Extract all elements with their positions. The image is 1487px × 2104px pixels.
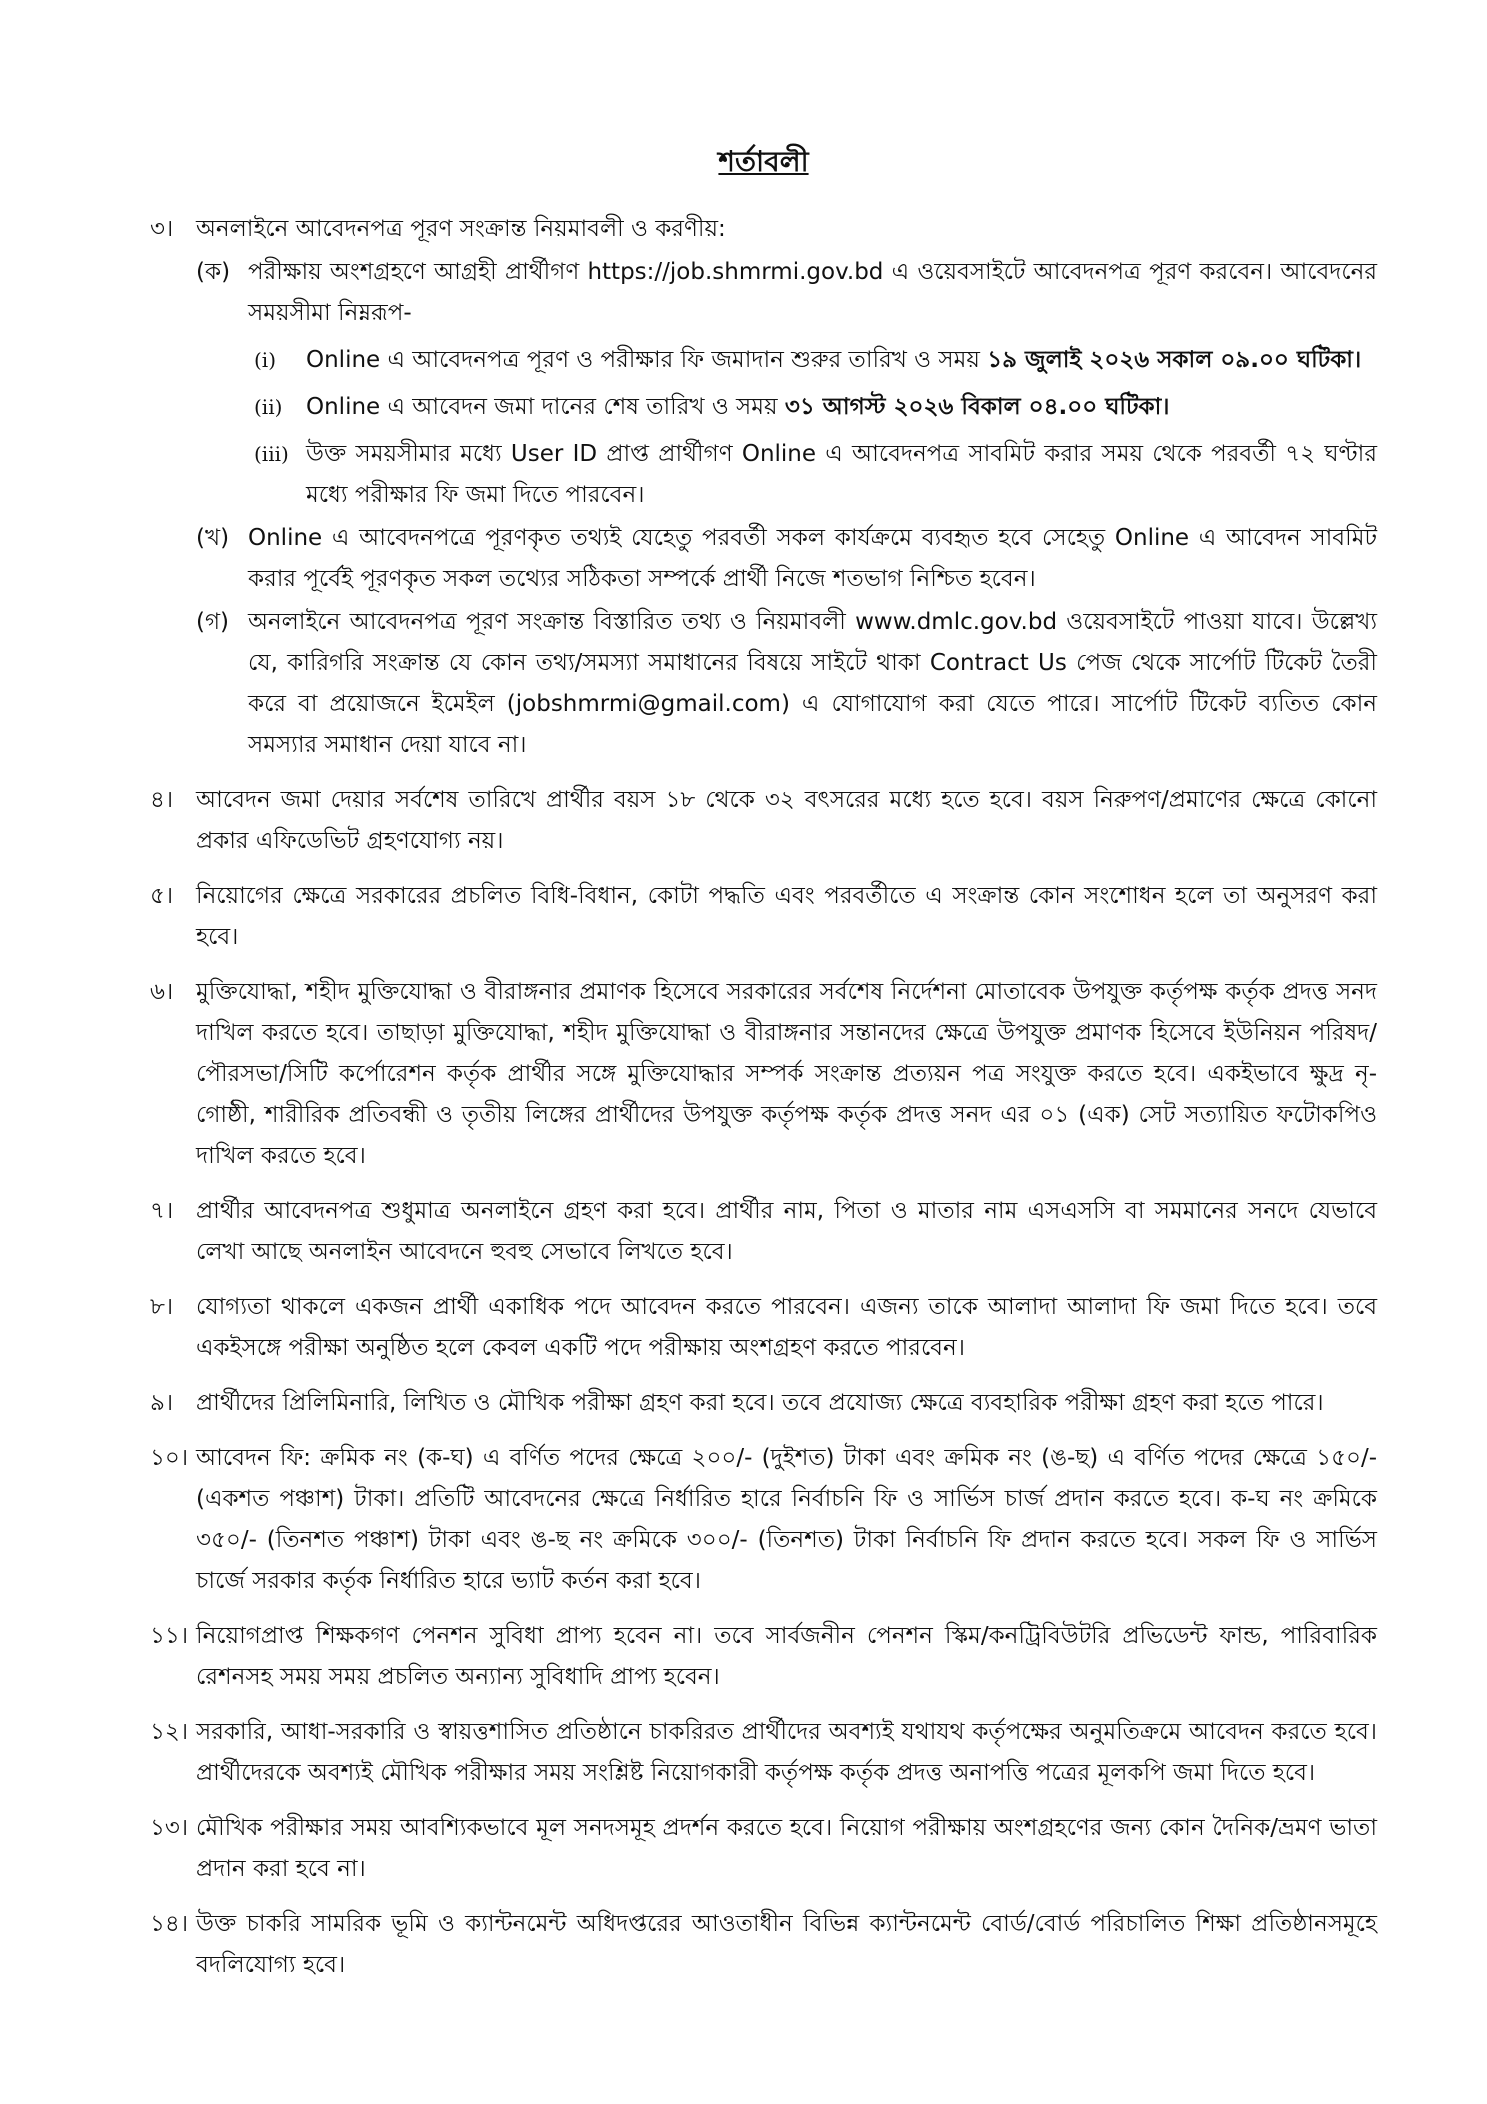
condition-number: ১২। bbox=[150, 1719, 189, 1745]
roman-item bbox=[254, 434, 1377, 516]
condition-item bbox=[150, 972, 1377, 1177]
roman-text: উক্ত সময়সীমার মধ্যে User ID প্রাপ্ত প্রার্থীগণ Online এ আবেদনপত্র সাবমিট করার সময় থেকে পরবর্তী ৭২ ঘণ্টার মধ্যে পরীক্ষার ফি জমা দিতে পারবেন। bbox=[306, 441, 1377, 508]
condition-number: ১১। bbox=[150, 1623, 189, 1649]
condition-item bbox=[150, 1808, 1377, 1890]
roman-item bbox=[254, 387, 1377, 428]
condition-text: প্রার্থীদের প্রিলিমিনারি, লিখিত ও মৌখিক পরীক্ষা গ্রহণ করা হবে। তবে প্রযোজ্য ক্ষেত্রে ব্যবহারিক পরীক্ষা গ্রহণ করা হতে পারে। bbox=[196, 1390, 1324, 1416]
sub-item-label: (গ) bbox=[196, 609, 230, 635]
condition-text: আবেদন ফি: ক্রমিক নং (ক-ঘ) এ বর্ণিত পদের ক্ষেত্রে ২০০/- (দুইশত) টাকা এবং ক্রমিক নং (ঙ-ছ) এ বর্ণিত পদের ক্ষেত্রে ১৫০/- (একশত পঞ্চাশ) টাকা। প্রতিটি আবেদনের ক্ষেত্রে নির্ধারিত হারে নির্বাচনি ফি ও সার্ভিস চার্জ প্রদান করতে হবে। ক-ঘ নং ক্রমিকে ৩৫০/- (তিনশত পঞ্চাশ) টাকা এবং ঙ-ছ নং ক্রমিকে ৩০০/- (তিনশত) টাকা নির্বাচনি ফি প্রদান করতে হবে। সকল ফি ও সার্ভিস চার্জে সরকার কর্তৃক নির্ধারিত হারে ভ্যাট কর্তন করা হবে। bbox=[196, 1445, 1377, 1594]
roman-label: (iii) bbox=[254, 442, 289, 466]
roman-label: (ii) bbox=[254, 395, 283, 419]
condition-item bbox=[150, 1904, 1377, 1986]
condition-number: ৪। bbox=[150, 787, 174, 813]
condition-number: ৭। bbox=[150, 1198, 174, 1224]
condition-text: নিয়োগপ্রাপ্ত শিক্ষকগণ পেনশন সুবিধা প্রাপ্য হবেন না। তবে সার্বজনীন পেনশন স্কিম/কনট্রিবিউটরি প্রভিডেন্ট ফান্ড, পারিবারিক রেশনসহ সময় সময় প্রচলিত অন্যান্য সুবিধাদি প্রাপ্য হবেন। bbox=[196, 1623, 1377, 1690]
condition-text: মুক্তিযোদ্ধা, শহীদ মুক্তিযোদ্ধা ও বীরাঙ্গনার প্রমাণক হিসেবে সরকারের সর্বশেষ নির্দেশনা মোতাবেক উপযুক্ত কর্তৃপক্ষ কর্তৃক প্রদত্ত সনদ দাখিল করতে হবে। তাছাড়া মুক্তিযোদ্ধা, শহীদ মুক্তিযোদ্ধা ও বীরাঙ্গনার সন্তানদের ক্ষেত্রে উপযুক্ত প্রমাণক হিসেবে ইউনিয়ন পরিষদ/পৌরসভা/সিটি কর্পোরেশন কর্তৃক প্রার্থীর সঙ্গে মুক্তিযোদ্ধার সম্পর্ক সংক্রান্ত প্রত্যয়ন পত্র সংযুক্ত করতে হবে। একইভাবে ক্ষুদ্র নৃ-গোষ্ঠী, শারীরিক প্রতিবন্ধী ও তৃতীয় লিঙ্গের প্রার্থীদের উপযুক্ত কর্তৃপক্ষ কর্তৃক প্রদত্ত সনদ এর ০১ (এক) সেট সত্যায়িত ফটোকপিও দাখিল করতে হবে। bbox=[196, 979, 1377, 1169]
condition-number: ৩। bbox=[150, 216, 174, 242]
condition-text: মৌখিক পরীক্ষার সময় আবশ্যিকভাবে মূল সনদসমূহ প্রদর্শন করতে হবে। নিয়োগ পরীক্ষায় অংশগ্রহণের জন্য কোন দৈনিক/ভ্রমণ ভাতা প্রদান করা হবে না। bbox=[196, 1815, 1377, 1882]
condition-number: ১৪। bbox=[150, 1911, 189, 1937]
sub-item-text: Online এ আবেদনপত্রে পূরণকৃত তথ্যই যেহেতু পরবর্তী সকল কার্যক্রমে ব্যবহৃত হবে সেহেতু Online এ আবেদন সাবমিট করার পূর্বেই পূরণকৃত সকল তথ্যের সঠিকতা সম্পর্কে প্রার্থী নিজে শতভাগ নিশ্চিত হবেন। bbox=[248, 525, 1377, 592]
condition-item bbox=[150, 1438, 1377, 1602]
condition-text: উক্ত চাকরি সামরিক ভূমি ও ক্যান্টনমেন্ট অধিদপ্তরের আওতাধীন বিভিন্ন ক্যান্টনমেন্ট বোর্ড/বোর্ড পরিচালিত শিক্ষা প্রতিষ্ঠানসমূহে বদলিযোগ্য হবে। bbox=[196, 1911, 1377, 1978]
condition-item bbox=[150, 1383, 1377, 1424]
sub-item-label: (ক) bbox=[196, 259, 231, 285]
condition-number: ৯। bbox=[150, 1390, 174, 1416]
sub-item-label: (খ) bbox=[196, 525, 230, 551]
roman-text: Online এ আবেদন জমা দানের শেষ তারিখ ও সময় bbox=[306, 394, 778, 420]
condition-number: ৫। bbox=[150, 883, 174, 909]
condition-number: ৬। bbox=[150, 979, 174, 1005]
sub-item-text: অনলাইনে আবেদনপত্র পূরণ সংক্রান্ত বিস্তারিত তথ্য ও নিয়মাবলী www.dmlc.gov.bd ওয়েবসাইটে পাওয়া যাবে। উল্লেখ্য যে, কারিগরি সংক্রান্ত যে কোন তথ্য/সমস্যা সমাধানের বিষয়ে সাইটে থাকা Contract Us পেজ থেকে সার্পোট টিকেট তৈরী করে বা প্রয়োজনে ইমেইল (jobshmrmi@gmail.com) এ যোগাযোগ করা যেতে পারে। সার্পোট টিকেট ব্যতিত কোন সমস্যার সমাধান দেয়া যাবে না। bbox=[248, 609, 1377, 758]
roman-text: Online এ আবেদনপত্র পূরণ ও পরীক্ষার ফি জমাদান শুরুর তারিখ ও সময় bbox=[306, 347, 980, 373]
roman-bold-text: ৩১ আগস্ট ২০২৬ বিকাল ০৪.০০ ঘটিকা। bbox=[784, 394, 1170, 420]
page-title: শর্তাবলী bbox=[718, 145, 809, 178]
condition-item bbox=[150, 780, 1377, 862]
condition-item bbox=[150, 1712, 1377, 1794]
condition-number: ৮। bbox=[150, 1294, 174, 1320]
condition-text: অনলাইনে আবেদনপত্র পূরণ সংক্রান্ত নিয়মাবলী ও করণীয়: bbox=[196, 216, 726, 242]
condition-text: যোগ্যতা থাকলে একজন প্রার্থী একাধিক পদে আবেদন করতে পারবেন। এজন্য তাকে আলাদা আলাদা ফি জমা দিতে হবে। তবে একইসঙ্গে পরীক্ষা অনুষ্ঠিত হলে কেবল একটি পদে পরীক্ষায় অংশগ্রহণ করতে পারবেন। bbox=[196, 1294, 1377, 1361]
condition-number: ১৩। bbox=[150, 1815, 189, 1841]
roman-bold-text: ১৯ জুলাই ২০২৬ সকাল ০৯.০০ ঘটিকা। bbox=[987, 347, 1362, 373]
condition-item bbox=[150, 876, 1377, 958]
condition-item bbox=[150, 1616, 1377, 1698]
condition-number: ১০। bbox=[150, 1445, 189, 1471]
condition-text: সরকারি, আধা-সরকারি ও স্বায়ত্তশাসিত প্রতিষ্ঠানে চাকরিরত প্রার্থীদের অবশ্যই যথাযথ কর্তৃপক্ষের অনুমতিক্রমে আবেদন করতে হবে। প্রার্থীদেরকে অবশ্যই মৌখিক পরীক্ষার সময় সংশ্লিষ্ট নিয়োগকারী কর্তৃপক্ষ কর্তৃক প্রদত্ত অনাপত্তি পত্রের মূলকপি জমা দিতে হবে। bbox=[196, 1719, 1377, 1786]
roman-item bbox=[254, 340, 1377, 381]
sub-item bbox=[196, 518, 1377, 600]
condition-item bbox=[150, 1287, 1377, 1369]
condition-item bbox=[150, 1191, 1377, 1273]
condition-item bbox=[150, 209, 1377, 766]
condition-text: আবেদন জমা দেয়ার সর্বশেষ তারিখে প্রার্থীর বয়স ১৮ থেকে ৩২ বৎসরের মধ্যে হতে হবে। বয়স নিরুপণ/প্রমাণের ক্ষেত্রে কোনো প্রকার এফিডেভিট গ্রহণযোগ্য নয়। bbox=[196, 787, 1377, 854]
sub-item bbox=[196, 602, 1377, 766]
condition-text: প্রার্থীর আবেদনপত্র শুধুমাত্র অনলাইনে গ্রহণ করা হবে। প্রার্থীর নাম, পিতা ও মাতার নাম এসএসসি বা সমমানের সনদে যেভাবে লেখা আছে অনলাইন আবেদনে হুবহু সেভাবে লিখতে হবে। bbox=[196, 1198, 1377, 1265]
roman-label: (i) bbox=[254, 348, 277, 372]
condition-text: নিয়োগের ক্ষেত্রে সরকারের প্রচলিত বিধি-বিধান, কোটা পদ্ধতি এবং পরবর্তীতে এ সংক্রান্ত কোন সংশোধন হলে তা অনুসরণ করা হবে। bbox=[196, 883, 1377, 950]
sub-item bbox=[196, 252, 1377, 334]
sub-item-text: পরীক্ষায় অংশগ্রহণে আগ্রহী প্রার্থীগণ https://job.shmrmi.gov.bd এ ওয়েবসাইটে আবেদনপত্র পূরণ করবেন। আবেদনের সময়সীমা নিম্নরূপ- bbox=[248, 259, 1377, 326]
